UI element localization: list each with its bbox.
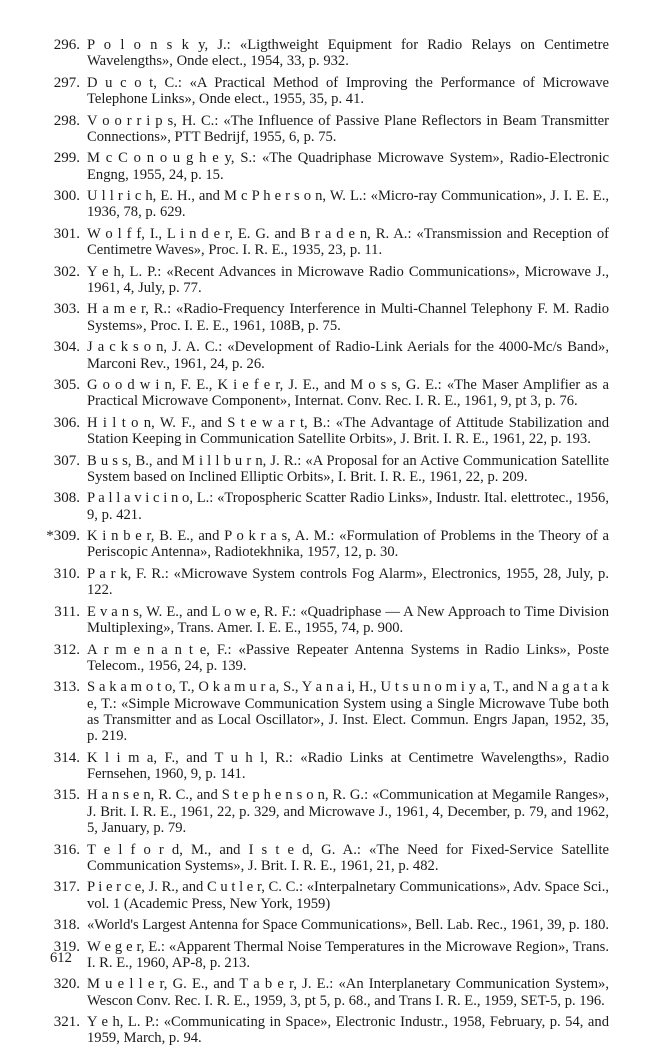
reference-number: *309. <box>46 528 80 545</box>
reference-text: J a c k s o n, J. A. C.: «Development of Radio-Link Aerials for the 4000-Mc/s Band», Marconi Rev., 1961, 24, p. 26. <box>87 339 609 372</box>
reference-number: 321. <box>53 1014 80 1031</box>
reference-number: 320. <box>53 976 80 993</box>
reference-number: 312. <box>53 641 80 658</box>
reference-item <box>0 264 648 297</box>
reference-number: 298. <box>53 112 80 129</box>
reference-item <box>0 566 648 599</box>
reference-text: M c C o n o u g h e y, S.: «The Quadriphase Microwave System», Radio-Electronic Engng, 1955, 24, p. 15. <box>87 150 609 183</box>
reference-number: 303. <box>53 301 80 318</box>
reference-text: G o o d w i n, F. E., K i e f e r, J. E., and M o s s, G. E.: «The Maser Amplifier as a Practical Microwave Component», Internat. Conv. Rec. I. R. E., 1961, 9, pt 3, p. 76. <box>87 377 609 410</box>
reference-number: 315. <box>53 787 80 804</box>
reference-item <box>0 642 648 675</box>
reference-number: 318. <box>53 917 80 934</box>
reference-text: K l i m a, F., and T u h l, R.: «Radio Links at Centimetre Wavelengths», Radio Fernsehen, 1960, 9, p. 141. <box>87 749 609 782</box>
reference-item <box>0 976 648 1009</box>
reference-item <box>0 150 648 183</box>
reference-text: P i e r c e, J. R., and C u t l e r, C. C.: «Interpalnetary Communications», Adv. Space Sci., vol. 1 (Academic Press, New York, 1959) <box>87 879 609 912</box>
reference-text: W e g e r, E.: «Apparent Thermal Noise Temperatures in the Microwave Region», Trans. I. R. E., 1960, AP-8, p. 213. <box>87 938 609 971</box>
reference-number: 313. <box>53 679 80 696</box>
reference-list <box>0 37 648 1052</box>
reference-number: 296. <box>53 37 80 53</box>
reference-number: 305. <box>53 377 80 394</box>
reference-item <box>0 453 648 486</box>
reference-text: H a m e r, R.: «Radio-Frequency Interference in Multi-Channel Telephony F. M. Radio Systems», Proc. I. E. E., 1961, 108B, p. 75. <box>87 301 609 334</box>
reference-text: H a n s e n, R. C., and S t e p h e n s o n, R. G.: «Communication at Megamile Ranges», J. Brit. I. R. E., 1961, 22, p. 329, and Microwave J., 1961, 4, December, p. 79, and 1962, 5, January, p. 79. <box>87 787 609 837</box>
reference-text: W o l f f, I., L i n d e r, E. G. and B r a d e n, R. A.: «Transmission and Reception of Centimetre Waves», Proc. I. R. E., 1935, 23, p. 11. <box>87 225 609 259</box>
reference-item <box>0 339 648 372</box>
reference-text: E v a n s, W. E., and L o w e, R. F.: «Quadriphase — A New Approach to Time Division Multiplexing», Trans. Amer. I. E. E., 1955, 74, p. 900. <box>87 603 609 637</box>
reference-item <box>0 490 648 523</box>
reference-number: 306. <box>53 414 80 431</box>
reference-item <box>0 188 648 221</box>
reference-number: 314. <box>53 749 80 766</box>
reference-number: 300. <box>53 188 80 205</box>
reference-text: A r m e n a n t e, F.: «Passive Repeater Antenna Systems in Radio Links», Poste Telecom., 1956, 24, p. 139. <box>87 641 609 674</box>
reference-text: P a l l a v i c i n o, L.: «Tropospheric Scatter Radio Links», Industr. Ital. elettrotec., 1956, 9, p. 421. <box>87 490 609 523</box>
reference-item <box>0 842 648 875</box>
reference-item <box>0 377 648 410</box>
reference-item <box>0 226 648 259</box>
reference-item <box>0 415 648 448</box>
reference-text: K i n b e r, B. E., and P o k r a s, A. M.: «Formulation of Problems in the Theory of a Periscopic Antenna», Radiotekhnika, 1957, 12, p. 30. <box>87 528 609 561</box>
reference-text: P o l o n s k y, J.: «Ligthweight Equipment for Radio Relays on Centimetre Wavelengths», Onde elect., 1954, 33, p. 932. <box>87 37 609 70</box>
reference-number: 304. <box>53 339 80 356</box>
reference-number: 316. <box>53 841 80 858</box>
reference-number: 299. <box>53 150 80 167</box>
reference-item <box>0 75 648 108</box>
reference-number: 308. <box>53 490 80 507</box>
page-number: 612 <box>50 950 72 966</box>
reference-number: 297. <box>53 74 80 91</box>
reference-item <box>0 604 648 637</box>
reference-item <box>0 528 648 561</box>
reference-item <box>0 750 648 783</box>
reference-item <box>0 679 648 744</box>
reference-text: «World's Largest Antenna for Space Communications», Bell. Lab. Rec., 1961, 39, p. 180. <box>87 917 610 934</box>
reference-item <box>0 113 648 146</box>
reference-number: 310. <box>53 565 80 582</box>
reference-number: 301. <box>53 225 80 242</box>
reference-item <box>0 301 648 334</box>
reference-text: H i l t o n, W. F., and S t e w a r t, B.: «The Advantage of Attitude Stabilization and Station Keeping in Communication Satellite Orbits», J. Brit. I. R. E., 1961, 22, p. 193. <box>87 414 609 448</box>
reference-item <box>0 939 648 972</box>
reference-item <box>0 879 648 912</box>
reference-text: B u s s, B., and M i l l b u r n, J. R.: «A Proposal for an Active Communication Satellite System based on Inclined Elliptic Orbits», I. Brit. I. R. E., 1961, 22, p. 209. <box>87 452 609 485</box>
reference-text: S a k a m o t o, T., O k a m u r a, S., Y a n a i, H., U t s u n o m i y a, T., and N a g a t a k e, T.: «Simple Microwave Communication System using a Single Microwave Tube both as Transmitter and as Local Oscillator», J. Inst. Elect. Commun. Engrs Japan, 1952, 35, p. 219. <box>87 679 609 745</box>
reference-text: M u e l l e r, G. E., and T a b e r, J. E.: «An Interplanetary Communication System», Wescon Conv. Rec. I. R. E., 1959, 3, pt 5, p. 68., and Trans I. R. E., 1959, SET-5, p. 196. <box>87 976 609 1009</box>
reference-text: V o o r r i p s, H. C.: «The Influence of Passive Plane Reflectors in Beam Transmitter Connections», PTT Bedrijf, 1955, 6, p. 75. <box>87 112 609 145</box>
reference-item <box>0 1014 648 1047</box>
reference-text: U l l r i c h, E. H., and M c P h e r s o n, W. L.: «Micro-ray Communication», J. I. E. E., 1936, 78, p. 629. <box>87 188 609 221</box>
reference-number: 317. <box>53 879 80 896</box>
reference-number: 311. <box>54 603 80 620</box>
reference-number: 302. <box>53 263 80 280</box>
reference-text: Y e h, L. P.: «Recent Advances in Microwave Radio Communications», Microwave J., 1961, 4, July, p. 77. <box>87 263 609 296</box>
reference-text: T e l f o r d, M., and I s t e d, G. A.: «The Need for Fixed-Service Satellite Communication Systems», J. Brit. I. R. E., 1961, 21, p. 482. <box>87 841 609 874</box>
reference-item <box>0 787 648 836</box>
reference-text: P a r k, F. R.: «Microwave System controls Fog Alarm», Electronics, 1955, 28, July, p. 122. <box>87 565 609 599</box>
reference-text: Y e h, L. P.: «Communicating in Space», Electronic Industr., 1958, February, p. 54, and 1959, March, p. 94. <box>87 1014 609 1047</box>
reference-number: 307. <box>53 452 80 469</box>
reference-item <box>0 917 648 933</box>
reference-item <box>0 37 648 70</box>
reference-number: 319. <box>53 938 80 955</box>
reference-text: D u c o t, C.: «A Practical Method of Improving the Performance of Microwave Telephone Links», Onde elect., 1955, 35, p. 41. <box>87 74 609 108</box>
